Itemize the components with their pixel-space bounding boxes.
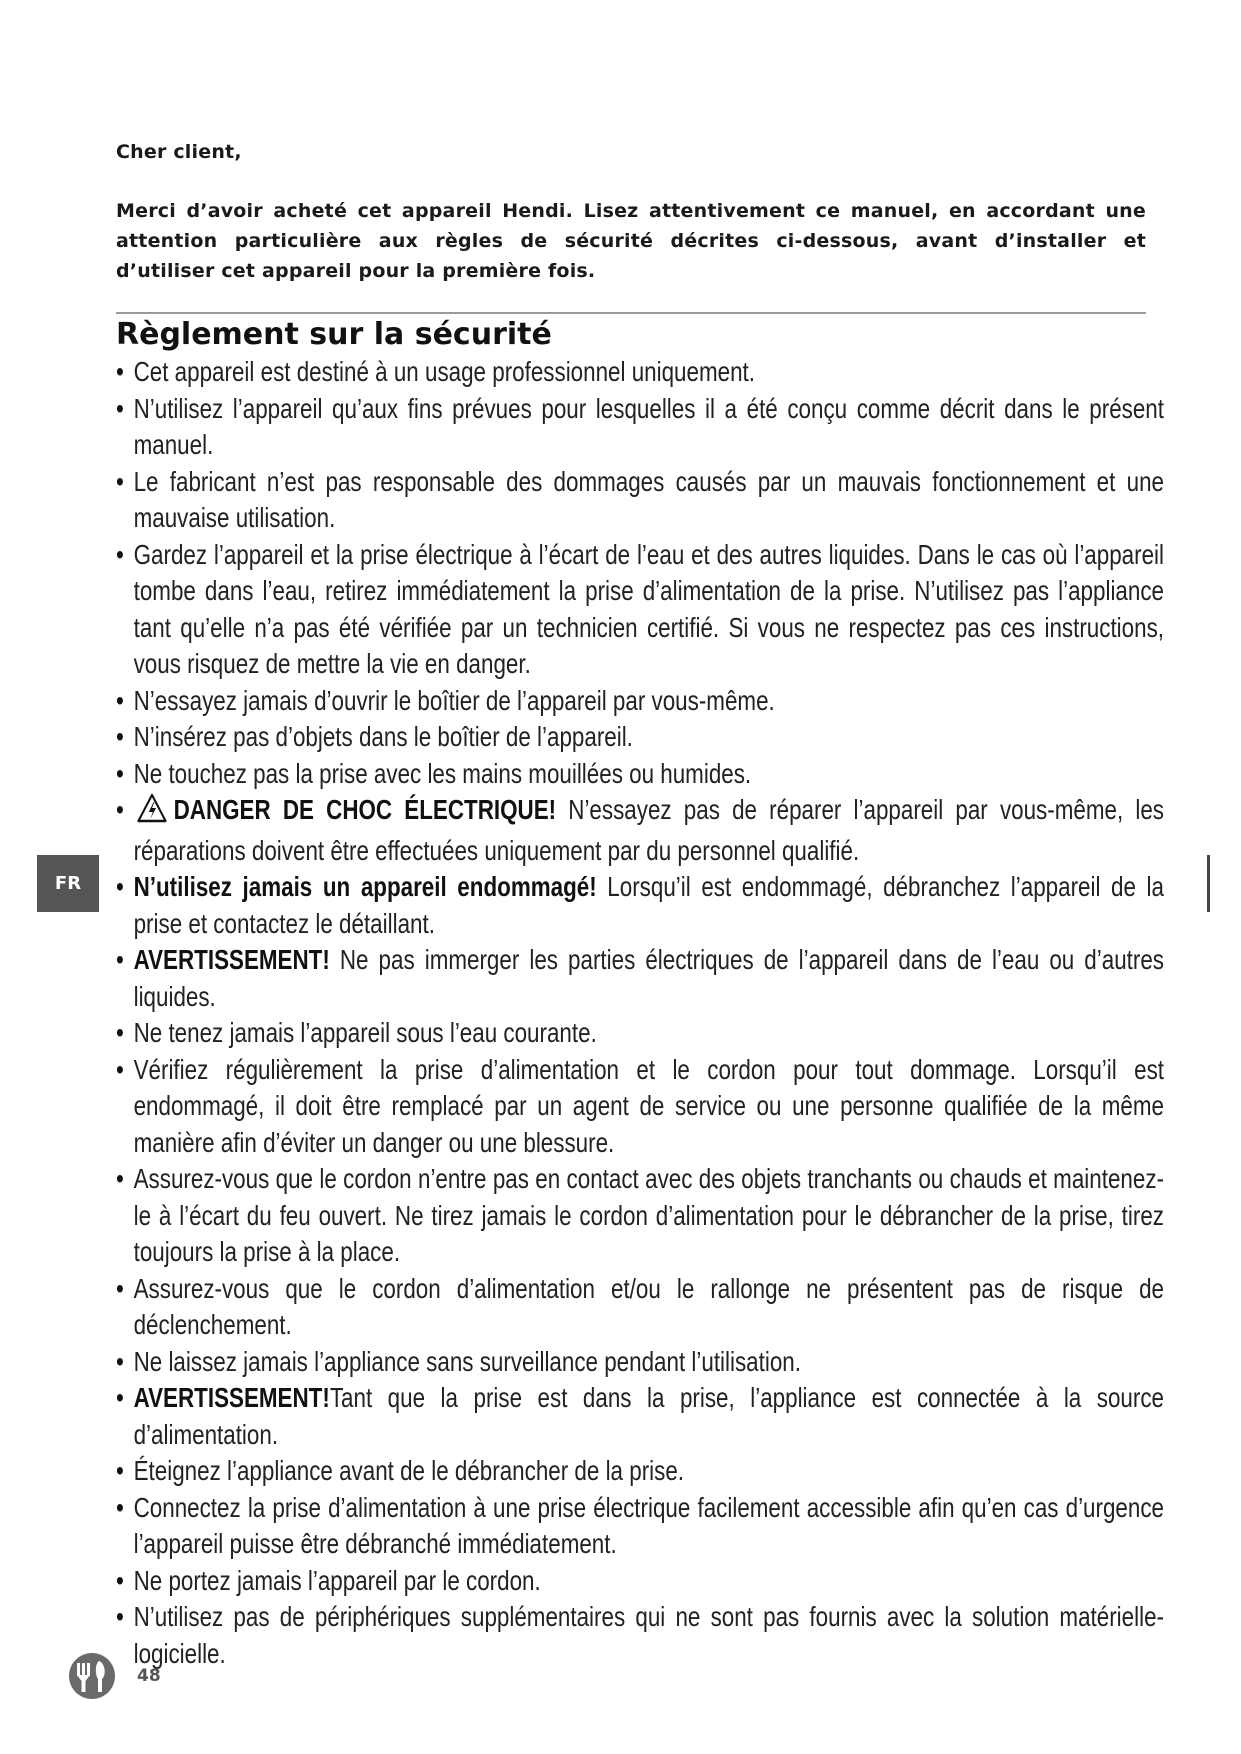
section-title: Règlement sur la sécurité — [116, 317, 552, 352]
rule-text: Assurez-vous que le cordon d’alimentation et/ou le rallonge ne présentent pas de risque de déclenchement. — [133, 1272, 1165, 1340]
rule-item — [116, 719, 1164, 756]
rule-text: Ne laissez jamais l’appliance sans surveillance pendant l’utilisation. — [133, 1345, 801, 1377]
edge-marker — [1207, 855, 1210, 912]
rule-item — [116, 1052, 1164, 1162]
rule-item — [116, 1599, 1164, 1672]
rule-item — [116, 1453, 1164, 1490]
rule-item — [116, 869, 1164, 942]
rule-text: Ne pas immerger les parties électriques de l’appareil dans de l’eau ou d’autres liquides. — [133, 944, 1164, 1012]
rule-bold: AVERTISSEMENT! — [133, 944, 330, 975]
rule-text: Lorsqu’il est endommagé, débranchez l’appareil de la prise et contactez le détaillant. — [133, 871, 1164, 939]
rule-text: N’insérez pas d’objets dans le boîtier de l’appareil. — [133, 721, 633, 752]
rule-text: N’essayez jamais d’ouvrir le boîtier de l’appareil par vous-même. — [133, 684, 775, 716]
rule-text: Tant que la prise est dans la prise, l’appliance est connectée à la source d’alimentation. — [133, 1382, 1164, 1450]
rule-text: N’essayez pas de réparer l’appareil par vous-même, les réparations doivent être effectuées uniquement par du personnel qualifié. — [133, 794, 1164, 866]
rule-text: Gardez l’appareil et la prise électrique à l’écart de l’eau et des autres liquides. Dans le cas où l’appareil tombe dans l’eau, retirez immédiatement la prise d’alimentation de la prise. N’utilisez pas l’appliance tant qu’elle n’a pas été vérifiée par un technicien certifié. Si vous ne respectez pas ces instructions, vous risquez de mettre la vie en danger. — [133, 538, 1165, 679]
rule-item — [116, 683, 1164, 720]
page-number: 48 — [137, 1666, 161, 1686]
rule-item — [116, 1344, 1164, 1381]
rule-text: Ne touchez pas la prise avec les mains mouillées ou humides. — [133, 757, 752, 789]
rule-item — [116, 391, 1164, 464]
rule-item — [116, 464, 1164, 537]
rule-item-electric-danger — [116, 792, 1164, 869]
electric-warning-icon — [137, 793, 167, 833]
rule-item — [116, 354, 1164, 391]
rule-text: Le fabricant n’est pas responsable des dommages causés par un mauvais fonctionnement et une mauvaise utilisation. — [133, 465, 1165, 533]
rule-item — [116, 1490, 1164, 1563]
rule-text: Vérifiez régulièrement la prise d’alimentation et le cordon pour tout dommage. Lorsqu’il est endommagé, il doit être remplacé par un agent de service ou une personne qualifiée de la même manière afin d’éviter un danger ou une blessure. — [133, 1053, 1165, 1158]
language-tab: FR — [37, 855, 99, 912]
rule-text: Éteignez l’appliance avant de le débrancher de la prise. — [133, 1455, 685, 1486]
rule-item — [116, 1015, 1164, 1052]
rule-bold: DANGER DE CHOC ÉLECTRIQUE! — [173, 794, 557, 825]
intro-paragraph: Merci d’avoir acheté cet appareil Hendi. Lisez attentivement ce manuel, en accordant une attention particulière aux règles de sécurité décrites ci-dessous, avant d’installer et d’utiliser cet appareil pour la première fois. — [116, 200, 1146, 282]
rule-bold: N’utilisez jamais un appareil endommagé! — [133, 871, 597, 902]
rule-text: N’utilisez l’appareil qu’aux fins prévues pour lesquelles il a été conçu comme décrit dans le présent manuel. — [133, 392, 1165, 460]
greeting: Cher client, — [116, 141, 242, 163]
rule-item — [116, 756, 1164, 793]
rule-text: Cet appareil est destiné à un usage professionnel uniquement. — [133, 356, 756, 387]
rule-item — [116, 1161, 1164, 1271]
rule-item — [116, 537, 1164, 683]
cutlery-logo-icon — [68, 1652, 116, 1700]
rule-text: Assurez-vous que le cordon n’entre pas en contact avec des objets tranchants ou chauds et maintenez-le à l’écart du feu ouvert. Ne tirez jamais le cordon d’alimentation pour le débrancher de la prise, tirez toujours la prise à la place. — [133, 1163, 1165, 1267]
rule-bold: AVERTISSEMENT! — [133, 1382, 330, 1413]
rule-item — [116, 942, 1164, 1015]
rule-item — [116, 1563, 1164, 1600]
rule-item — [116, 1271, 1164, 1344]
rule-text: Ne portez jamais l’appareil par le cordon. — [133, 1564, 541, 1596]
safety-rules-list — [116, 354, 1164, 1672]
rule-text: Connectez la prise d’alimentation à une prise électrique facilement accessible afin qu’en cas d’urgence l’appareil puisse être débranché immédiatement. — [133, 1491, 1165, 1559]
rule-text: Ne tenez jamais l’appareil sous l’eau courante. — [133, 1017, 597, 1048]
rule-text: N’utilisez pas de périphériques supplémentaires qui ne sont pas fournis avec la solution matérielle-logicielle. — [133, 1601, 1165, 1669]
rule-item — [116, 1380, 1164, 1453]
